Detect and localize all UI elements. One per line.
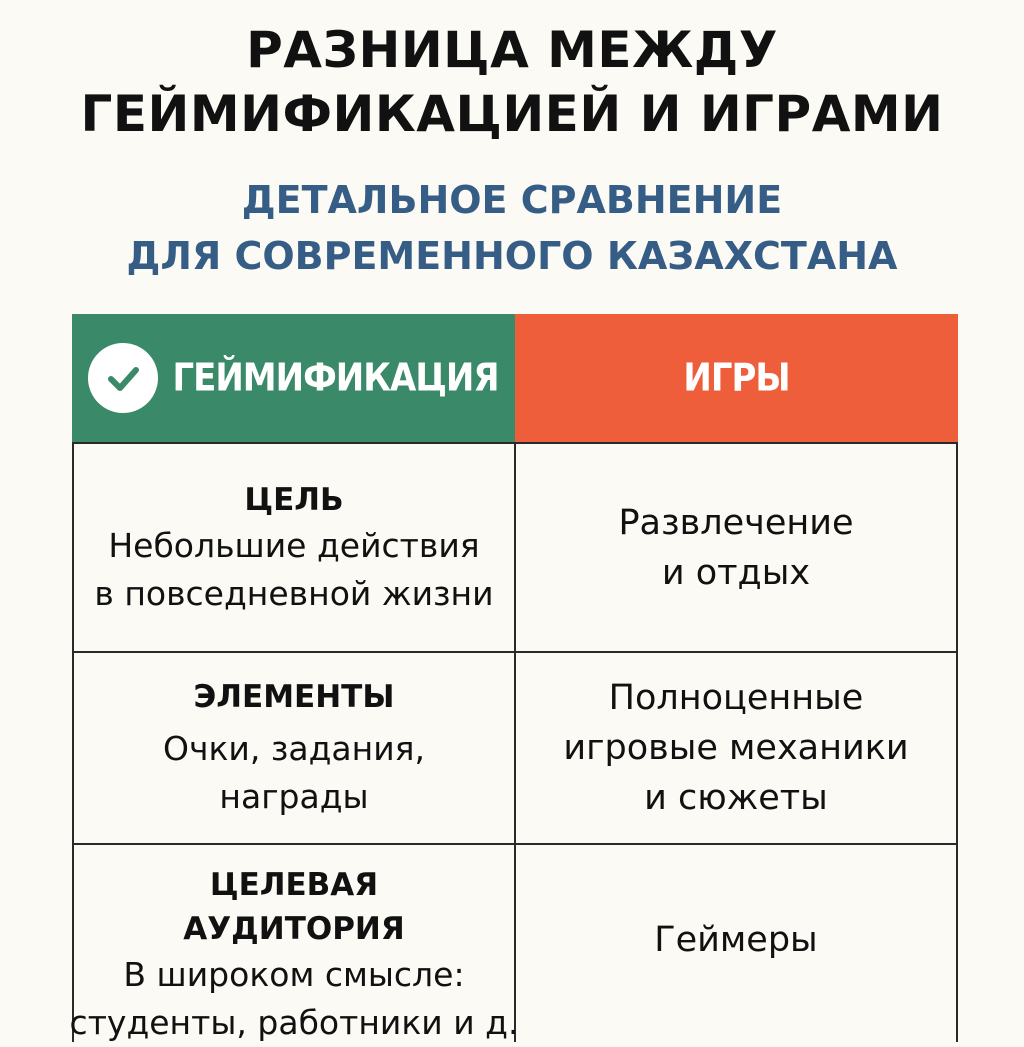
table-row-goal-games [516, 444, 956, 651]
page-subtitle-line-1: ДЕТАЛЬНОЕ СРАВНЕНИЕ [241, 178, 783, 222]
page-title-line-2: ГЕЙМИФИКАЦИЕЙ И ИГРАМИ [80, 85, 944, 143]
elements-games-line-3: и сюжеты [644, 778, 828, 818]
table-row-audience-games [516, 845, 956, 1035]
page-subtitle-line-2: ДЛЯ СОВРЕМЕННОГО КАЗАХСТАНА [126, 234, 898, 278]
row-label-goal: ЦЕЛЬ [244, 481, 344, 518]
goal-gamification-line-2: в повседневной жизни [94, 573, 494, 613]
row-label-elements: ЭЛЕМЕНТЫ [193, 679, 395, 715]
header-games [515, 314, 958, 442]
row-label-audience-line-2: АУДИТОРИЯ [183, 911, 405, 947]
row-label-audience-line-1: ЦЕЛЕВАЯ [209, 867, 379, 903]
elements-games-line-1: Полноценные [608, 678, 864, 718]
elements-gamification-line-1: Очки, задания, [162, 729, 425, 768]
elements-games-line-2: игровые механики [563, 728, 909, 768]
goal-gamification-line-1: Небольшие действия [108, 525, 480, 565]
table-row-goal-gamification [74, 444, 514, 651]
table-row-audience-gamification [69, 845, 519, 1042]
page-title [0, 18, 1024, 146]
audience-games-line-1: Геймеры [654, 920, 818, 960]
elements-gamification-line-2: награды [219, 777, 369, 816]
header-gamification-label: ГЕЙМИФИКАЦИЯ [172, 355, 499, 401]
header-games-label: ИГРЫ [683, 355, 790, 401]
table-row-elements-gamification [74, 653, 514, 843]
goal-games-line-1: Развлечение [618, 502, 854, 543]
table-border-right [956, 442, 958, 1042]
page-title-line-1: РАЗНИЦА МЕЖДУ [246, 21, 778, 79]
page-subtitle [0, 172, 1024, 284]
goal-games-line-2: и отдых [661, 552, 811, 593]
table-row-elements-games [516, 653, 956, 843]
audience-gamification-line-1: В широком смысле: [123, 955, 465, 994]
check-circle-icon [88, 343, 158, 413]
audience-gamification-line-2: студенты, работники и д. [69, 1003, 519, 1042]
comparison-table [69, 314, 958, 1042]
header-gamification [72, 314, 515, 442]
